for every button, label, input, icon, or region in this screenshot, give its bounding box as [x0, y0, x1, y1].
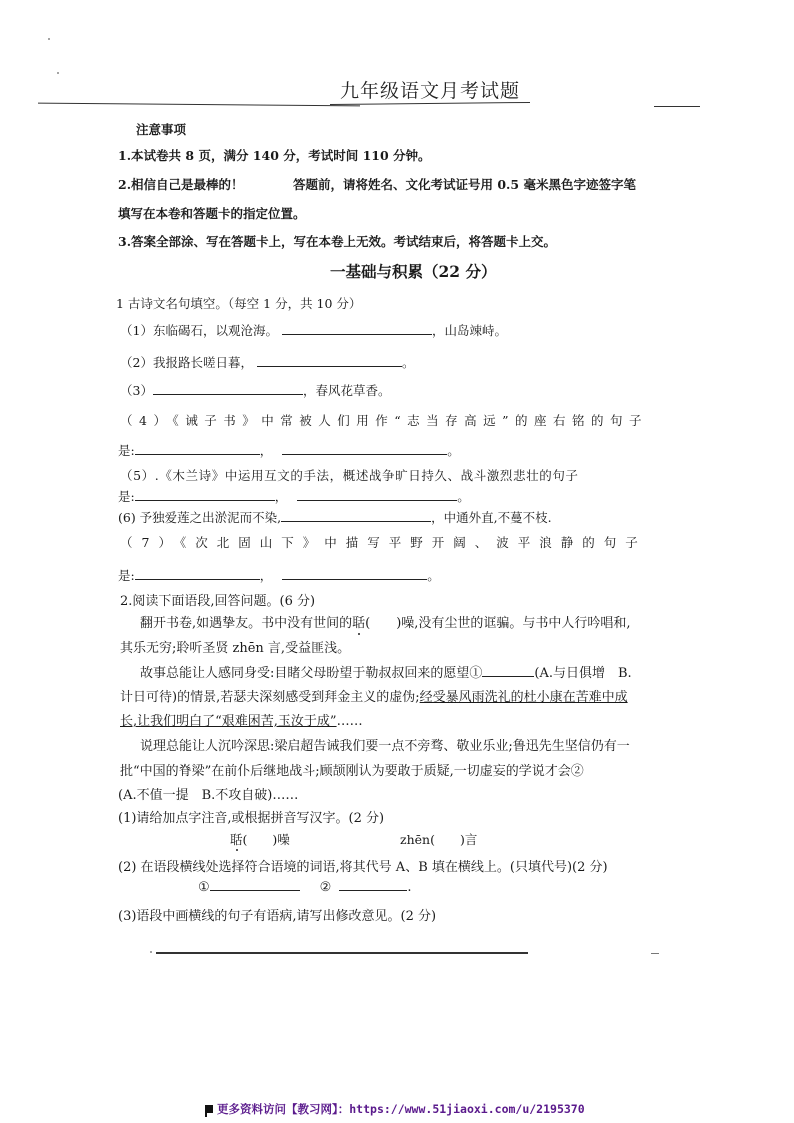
q1-item-4-answer: 是: ， 。: [118, 443, 460, 458]
scan-speck: [150, 951, 152, 953]
q2-stem: 2.阅读下面语段,回答问题。(6 分): [120, 594, 316, 609]
notice-item-1: 1.本试卷共 8 页，满分 140 分，考试时间 110 分钟。: [118, 148, 431, 163]
q1-stem: 1 古诗文名句填空。（每空 1 分，共 10 分）: [116, 296, 362, 311]
scan-speck: [48, 38, 50, 40]
q1-item-4-stem: （4）《诫子书》中常被人们用作“志当存高远”的座右铭的句子: [120, 413, 648, 428]
header-rule: [38, 103, 360, 107]
answer-blank[interactable]: [135, 567, 260, 580]
q1-item-2: （2）我报路长嗟日暮， 。: [120, 355, 415, 370]
q2-paragraph-2: 故事总能让人感同身受:目睹父母盼望于勒叔叔回来的愿望① (A.与日俱增 B.: [140, 666, 632, 681]
q2-paragraph-3-options: (A.不值一提 B.不攻自破)……: [118, 788, 299, 803]
page-title: 九年级语文月考试题: [340, 80, 521, 102]
answer-blank-circle-1[interactable]: [210, 878, 300, 891]
answer-blank-circle-2[interactable]: [339, 878, 407, 891]
q2-sub2-answers: ① ② .: [198, 880, 412, 895]
scan-mark: [651, 953, 659, 954]
q2-sub3: (3)语段中画横线的句子有语病,请写出修改意见。(2 分): [118, 909, 437, 924]
q1-item-1: （1）东临碣石，以观沧海。 ，山岛竦峙。: [120, 323, 507, 338]
answer-blank[interactable]: [297, 488, 457, 501]
q2-paragraph-1: 翻开书卷,如遇挚友。书中没有世间的聒( )噪,没有尘世的诓骗。与书中人行吟唱和,: [140, 616, 631, 631]
notice-item-3: 3.答案全部涂、写在答题卡上，写在本卷上无效。考试结束后，将答题卡上交。: [118, 234, 557, 249]
q1-item-7-answer: 是: ， 。: [118, 568, 440, 583]
section-title: 一基础与积累（22 分）: [330, 262, 497, 281]
q2-paragraph-1-cont: 其乐无穷;聆听圣贤 zhēn 言,受益匪浅。: [120, 641, 351, 656]
q2-sub1-answers: 聒( )噪: [230, 832, 290, 847]
q1-item-5-answer: 是: ， 。: [118, 489, 470, 504]
answer-blank[interactable]: [281, 509, 431, 522]
q2-sub2: (2) 在语段横线处选择符合语境的词语,将其代号 A、B 填在横线上。(只填代号)(2 分): [118, 860, 608, 875]
footer-banner[interactable]: [205, 1101, 585, 1117]
answer-blank[interactable]: [257, 354, 402, 367]
answer-blank[interactable]: [282, 442, 447, 455]
header-rule-right: [654, 106, 700, 107]
notice-heading: 注意事项: [136, 122, 187, 137]
q1-item-5-stem: （5）.《木兰诗》中运用互文的手法，概述战争旷日持久、战斗激烈悲壮的句子: [120, 468, 579, 483]
scan-speck: [57, 72, 59, 74]
answer-blank[interactable]: [282, 322, 432, 335]
underlined-sentence: 长,让我们明白了“艰难困苦,玉汝于成”: [120, 714, 337, 729]
notice-item-2a: 2.相信自己是最棒的！: [118, 177, 244, 192]
answer-blank[interactable]: [135, 442, 260, 455]
q1-item-7-stem: （7）《次北固山下》中描写平野开阔、波平浪静的句子: [120, 535, 647, 550]
q2-paragraph-2-cont: 计日可待)的情景,若瑟夫深刻感受到拜金主义的虚伪;经受暴风雨洗礼的杜小康在苦难中成: [120, 690, 628, 705]
answer-blank[interactable]: [153, 382, 303, 395]
flag-icon: [205, 1105, 213, 1113]
q2-paragraph-3-cont: 批“中国的脊梁”在前仆后继地战斗;顾颉刚认为要敢于质疑,一切虚妄的学说才会②: [120, 764, 584, 779]
q2-sub1-pinyin: zhēn( )言: [400, 832, 478, 847]
notice-item-2c: 填写在本卷和答题卡的指定位置。: [118, 206, 306, 221]
answer-blank[interactable]: [282, 567, 427, 580]
footer-link[interactable]: 更多资料访问【教习网】：https://www.51jiaoxi.com/u/2195370: [217, 1102, 585, 1116]
q2-paragraph-3: 说理总能让人沉吟深思:梁启超告诫我们要一点不旁骛、敬业乐业;鲁迅先生坚信仍有一: [140, 739, 630, 754]
answer-blank[interactable]: [135, 488, 275, 501]
q2-paragraph-2-end: 长,让我们明白了“艰难困苦,玉汝于成”……: [120, 714, 363, 729]
q2-sub1: (1)请给加点字注音,或根据拼音写汉字。(2 分): [118, 811, 385, 826]
answer-line[interactable]: [156, 952, 528, 954]
q1-item-6: (6) 予独爱莲之出淤泥而不染, ，中通外直,不蔓不枝.: [118, 510, 552, 525]
answer-blank-1[interactable]: [482, 664, 534, 677]
q1-item-3: （3） ，春风花草香。: [120, 383, 391, 398]
notice-item-2b: 答题前，请将姓名、文化考试证号用 0.5 毫米黑色字迹签字笔: [293, 177, 636, 192]
